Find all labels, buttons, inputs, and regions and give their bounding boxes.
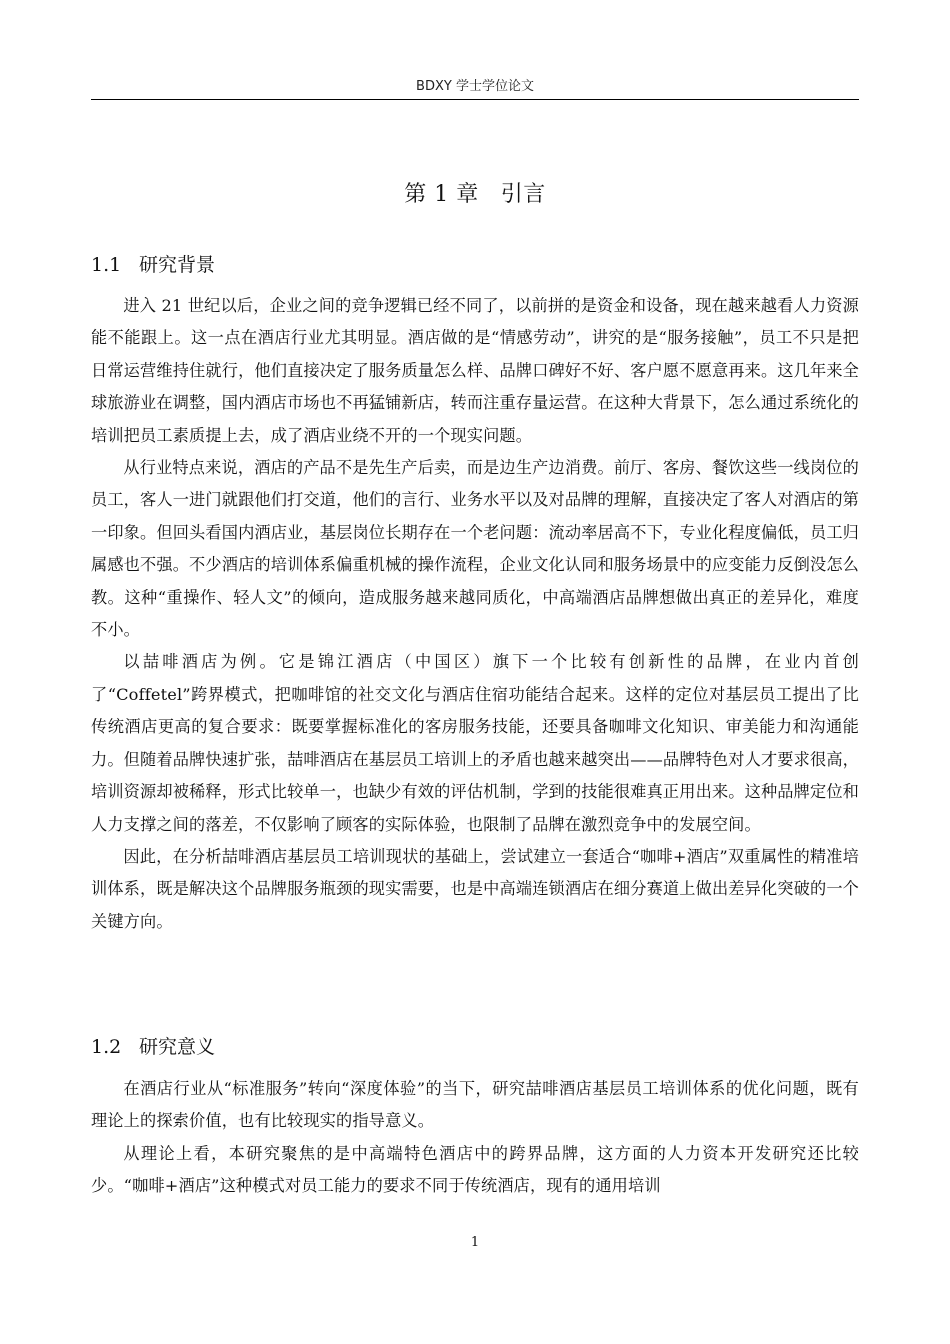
header-rule (91, 99, 859, 100)
chapter-name: 引言 (500, 182, 546, 207)
section-heading-1-1 (91, 252, 215, 278)
section-body-1-1 (91, 290, 859, 938)
paragraph: 以喆啡酒店为例。它是锦江酒店（中国区）旗下一个比较有创新性的品牌，在业内首创了“Coffetel”跨界模式，把咖啡馆的社交文化与酒店住宿功能结合起来。这样的定位对基层员工提出了比传统酒店更高的复合要求：既要掌握标准化的客房服务技能，还要具备咖啡文化知识、审美能力和沟通能力。但随着品牌快速扩张，喆啡酒店在基层员工培训上的矛盾也越来越突出——品牌特色对人才要求很高，培训资源却被稀释，形式比较单一，也缺少有效的评估机制，学到的技能很难真正用出来。这种品牌定位和人力支撑之间的落差，不仅影响了顾客的实际体验，也限制了品牌在激烈竞争中的发展空间。 (91, 652, 859, 834)
page-number: 1 (470, 1235, 480, 1250)
section-heading-1-2 (91, 1034, 215, 1060)
section-title: 研究意义 (139, 1036, 216, 1058)
running-header: BDXY 学士学位论文 (416, 79, 534, 94)
section-body-1-2 (91, 1073, 859, 1203)
paragraph: 因此，在分析喆啡酒店基层员工培训现状的基础上，尝试建立一套适合“咖啡+酒店”双重属性的精准培训体系，既是解决这个品牌服务瓶颈的现实需要，也是中高端连锁酒店在细分赛道上做出差异化突破的一个关键方向。 (91, 846, 859, 931)
chapter-label: 第 1 章 (404, 182, 479, 207)
section-number: 1.2 (91, 1036, 122, 1058)
paragraph: 从行业特点来说，酒店的产品不是先生产后卖，而是边生产边消费。前厅、客房、餐饮这些一线岗位的员工，客人一进门就跟他们打交道，他们的言行、业务水平以及对品牌的理解，直接决定了客人对酒店的第一印象。但回头看国内酒店业，基层岗位长期存在一个老问题：流动率居高不下，专业化程度偏低，员工归属感也不强。不少酒店的培训体系偏重机械的操作流程，企业文化认同和服务场景中的应变能力反倒没怎么教。这种“重操作、轻人文”的倾向，造成服务越来越同质化，中高端酒店品牌想做出真正的差异化，难度不小。 (91, 458, 859, 640)
section-number: 1.1 (91, 254, 122, 276)
chapter-title (91, 180, 859, 210)
paragraph: 在酒店行业从“标准服务”转向“深度体验”的当下，研究喆啡酒店基层员工培训体系的优化问题，既有理论上的探索价值，也有比较现实的指导意义。 (91, 1079, 859, 1131)
paragraph: 进入 21 世纪以后，企业之间的竞争逻辑已经不同了，以前拼的是资金和设备，现在越来越看人力资源能不能跟上。这一点在酒店行业尤其明显。酒店做的是“情感劳动”，讲究的是“服务接触”，员工不只是把日常运营维持住就行，他们直接决定了服务质量怎么样、品牌口碑好不好、客户愿不愿意再来。这几年来全球旅游业在调整，国内酒店市场也不再猛铺新店，转而注重存量运营。在这种大背景下，怎么通过系统化的培训把员工素质提上去，成了酒店业绕不开的一个现实问题。 (91, 296, 859, 445)
section-title: 研究背景 (139, 254, 216, 276)
paragraph: 从理论上看，本研究聚焦的是中高端特色酒店中的跨界品牌，这方面的人力资本开发研究还比较少。“咖啡+酒店”这种模式对员工能力的要求不同于传统酒店，现有的通用培训 (91, 1143, 859, 1196)
